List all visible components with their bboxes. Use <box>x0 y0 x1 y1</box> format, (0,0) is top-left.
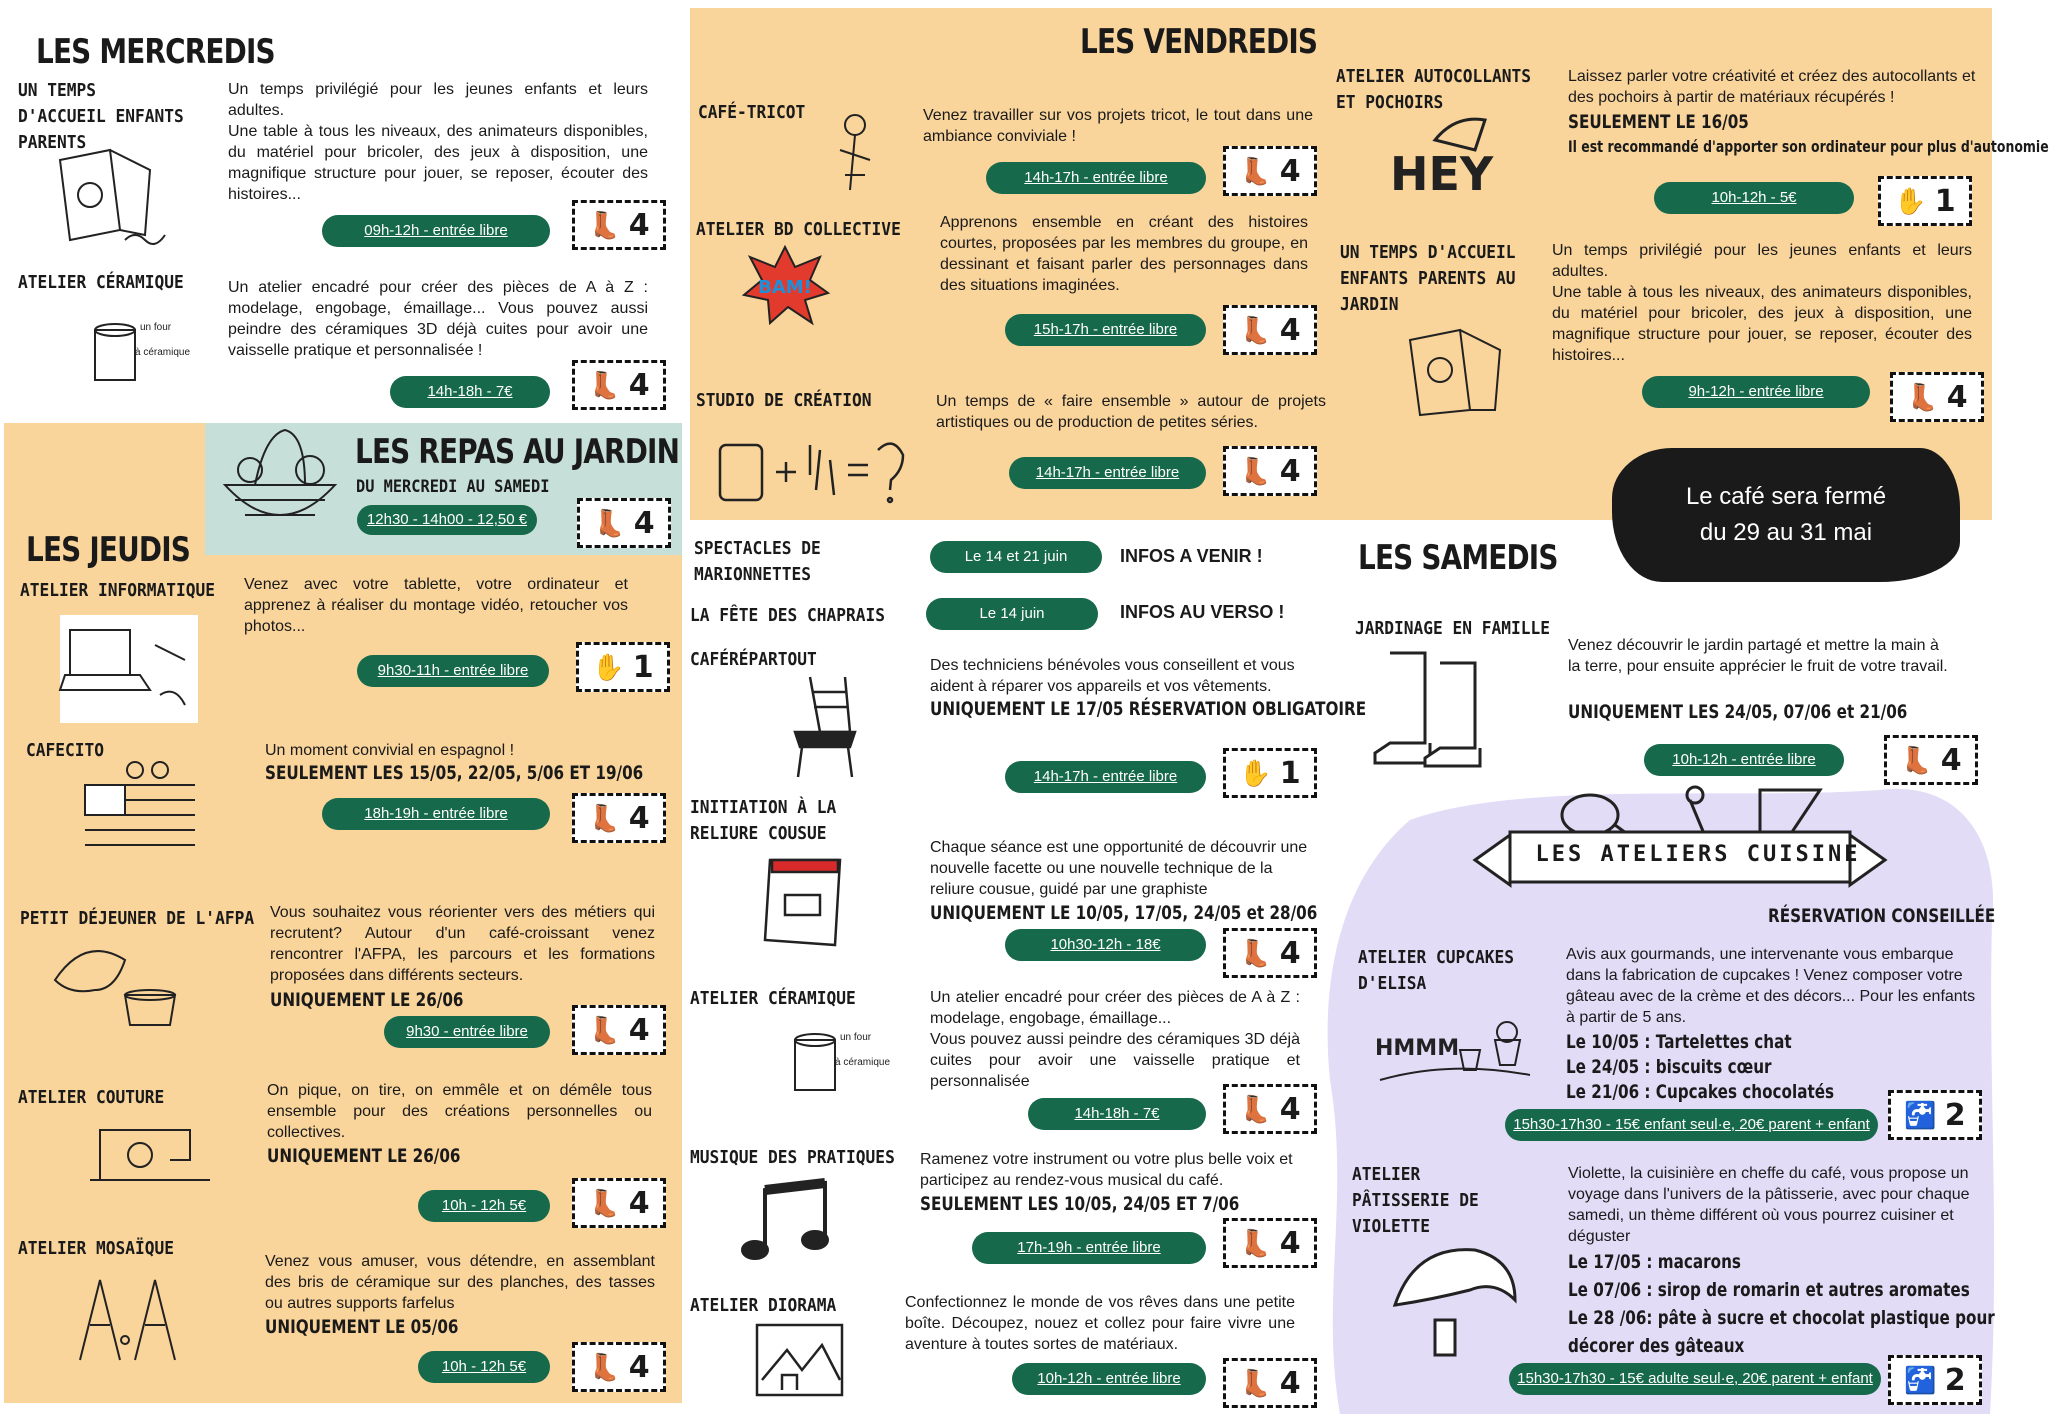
badge-repas: 👢 4 <box>577 498 671 548</box>
time-pill-diorama[interactable]: 10h-12h - entrée libre <box>1012 1363 1206 1395</box>
activity-cafecito-desc: Un moment convivial en espagnol ! <box>265 742 515 759</box>
activity-informatique-desc: Venez avec votre tablette, votre ordinateur et apprenez à réaliser du montage vidéo, retoucher vos photos... <box>244 576 628 635</box>
badge-musique: 👢 4 <box>1223 1218 1317 1268</box>
boots-icon: 👢 <box>588 210 621 240</box>
closed-notice <box>1612 448 1960 582</box>
activity-studio-name: STUDIO DE CRÉATION <box>696 390 872 411</box>
badge-repartout: ✋ 1 <box>1223 748 1317 798</box>
activity-afpa-note: UNIQUEMENT LE 26/06 <box>270 989 464 1011</box>
croissant-illustration <box>1385 1230 1525 1360</box>
activity-patisserie-name: ATELIER PÂTISSERIE DE VIOLETTE <box>1352 1164 1479 1237</box>
boots-icon: 👢 <box>588 370 621 400</box>
activity-accueil-jardin-desc: Un temps privilégié pour les jeunes enfants et leurs adultes. Une table à tous les niveaux, des animateurs disponibles, du matériel pour bricoler, des jeux à disposition, une magnifique structure pour jouer, se reposer, écouter des histoires... <box>1552 242 1972 364</box>
ceramic-oven-illustration <box>780 1015 890 1110</box>
cupcakes-date-1: Le 10/05 : Tartelettes chat <box>1566 1031 1792 1053</box>
activity-studio-desc: Un temps de « faire ensemble » autour de projets artistiques ou de production de petites séries. <box>936 393 1326 431</box>
time-pill-ceramique-2[interactable]: 14h-18h - 7€ <box>1028 1098 1206 1130</box>
chair-illustration <box>790 672 860 782</box>
ceramic-illustration <box>80 300 190 410</box>
event-musique-name: MUSIQUE DES PRATIQUES <box>690 1147 895 1168</box>
activity-autocollants-note2: Il est recommandé d'apporter son ordinateur pour plus d'autonomie <box>1568 137 2049 156</box>
activity-informatique-name: ATELIER INFORMATIQUE <box>20 580 216 601</box>
mosaic-illustration <box>65 1270 185 1370</box>
activity-ceramique-name: ATELIER CÉRAMIQUE <box>18 272 184 293</box>
time-pill-mosaique[interactable]: 10h - 12h 5€ <box>418 1351 550 1383</box>
activity-accueil-desc: Un temps privilégié pour les jeunes enfants et leurs adultes. Une table à tous les niveaux, des animateurs disponibles, du matériel pour bricoler, des jeux à disposition, une magnifique structure pour jouer, se reposer, écouter des histoires... <box>228 81 648 203</box>
svg-text:à céramique: à céramique <box>135 347 191 358</box>
activity-accueil-name: UN TEMPS D'ACCUEIL ENFANTS PARENTS <box>18 80 184 153</box>
activity-cafecito-name: CAFECITO <box>26 740 105 761</box>
basket-illustration <box>215 425 345 545</box>
badge-cafecito: 👢 4 <box>572 793 666 843</box>
activity-couture-name: ATELIER COUTURE <box>18 1087 165 1108</box>
activity-afpa-name: PETIT DÉJEUNER DE L'AFPA <box>20 908 255 929</box>
water-tap-icon: 🚰 <box>1904 1365 1937 1395</box>
badge-cupcakes: 🚰 2 <box>1888 1090 1982 1140</box>
croissant-coffee-illustration <box>45 930 185 1030</box>
event-ceramique-name: ATELIER CÉRAMIQUE <box>690 988 856 1009</box>
badge-reliure: 👢 4 <box>1223 928 1317 978</box>
reservation-note: RÉSERVATION CONSEILLÉE <box>1768 905 1996 927</box>
time-pill-autocollants[interactable]: 10h-12h - 5€ <box>1654 182 1854 214</box>
time-pill-studio[interactable]: 14h-17h - entrée libre <box>1009 457 1206 489</box>
activity-mosaique-desc: Venez vous amuser, vous détendre, en assemblant des bris de céramique sur des planches, des tasses ou autres supports farfelus <box>265 1253 655 1312</box>
sewing-machine-illustration <box>80 1110 220 1190</box>
music-notes-illustration <box>740 1175 840 1265</box>
title-repas: LES REPAS AU JARDIN <box>355 432 680 472</box>
event-musique-note: SEULEMENT LES 10/05, 24/05 ET 7/06 <box>920 1193 1240 1215</box>
boots-icon: 👢 <box>1239 156 1272 186</box>
badge-autocollants: ✋ 1 <box>1878 176 1972 226</box>
svg-text:un four: un four <box>140 322 172 333</box>
boots-icon: 👢 <box>1239 1368 1272 1398</box>
computer-illustration <box>60 615 200 725</box>
badge-tricot: 👢 4 <box>1223 146 1317 196</box>
time-pill-bd[interactable]: 15h-17h - entrée libre <box>1005 314 1206 346</box>
activity-tricot-name: CAFÉ-TRICOT <box>698 102 806 123</box>
badge-patisserie: 🚰 2 <box>1888 1355 1982 1405</box>
badge-couture: 👢 4 <box>572 1178 666 1228</box>
event-repartout-desc: Des techniciens bénévoles vous conseillent et vous aident à réparer vos appareils et vos vêtements. <box>930 657 1295 695</box>
title-jeudis: LES JEUDIS <box>26 530 191 570</box>
svg-text:un four: un four <box>840 1032 872 1043</box>
badge-ceramique-2: 👢 4 <box>1223 1084 1317 1134</box>
event-marionnettes-name: SPECTACLES DE MARIONNETTES <box>694 538 821 585</box>
activity-jardinage-desc: Venez découvrir le jardin partagé et mettre la main à la terre, pour ensuite apprécier le fruit de votre travail. <box>1568 637 1948 675</box>
patisserie-date-3: Le 28 /06: pâte à sucre et chocolat plastique pour <box>1568 1307 1995 1329</box>
title-samedis: LES SAMEDIS <box>1358 538 1558 578</box>
hand-icon: ✋ <box>1894 186 1927 216</box>
event-marionnettes-info: INFOS A VENIR ! <box>1120 546 1263 566</box>
event-diorama-name: ATELIER DIORAMA <box>690 1295 837 1316</box>
time-pill-ceramique[interactable]: 14h-18h - 7€ <box>390 376 550 408</box>
notebook-illustration <box>760 850 850 950</box>
patisserie-date-4: décorer des gâteaux <box>1568 1335 1745 1357</box>
event-musique-desc: Ramenez votre instrument ou votre plus belle voix et participez au rendez-vous musical du café. <box>920 1151 1293 1189</box>
badge-afpa: 👢 4 <box>572 1005 666 1055</box>
boots-icon: 👢 <box>1239 1094 1272 1124</box>
storybook-illustration <box>50 140 160 250</box>
hey-text: HEY <box>1390 147 1494 201</box>
badge-informatique: ✋ 1 <box>576 642 670 692</box>
activity-afpa-desc: Vous souhaitez vous réorienter vers des métiers qui recrutent? Autour d'un café-croissant venez rencontrer l'AFPA, les parcours et les formations proposées dans différents secteurs. <box>270 904 655 984</box>
cupcakes-date-3: Le 21/06 : Cupcakes chocolatés <box>1566 1081 1835 1103</box>
knitting-illustration <box>825 105 885 195</box>
storybook-garden-illustration <box>1400 320 1510 420</box>
activity-couture-desc: On pique, on tire, on emmêle et on démêle tous ensemble pour des créations personnelles ou collectives. <box>267 1082 652 1141</box>
badge-studio: 👢 4 <box>1223 446 1317 496</box>
event-reliure-note: UNIQUEMENT LE 10/05, 17/05, 24/05 et 28/06 <box>930 902 1318 924</box>
activity-jardinage-note: UNIQUEMENT LES 24/05, 07/06 et 21/06 <box>1568 701 1908 723</box>
boots-icon: 👢 <box>1239 315 1272 345</box>
badge-accueil: 👢 4 <box>572 200 666 250</box>
repas-subtitle: DU MERCREDI AU SAMEDI <box>356 477 550 497</box>
time-pill-patisserie[interactable]: 15h30-17h30 - 15€ adulte seul·e, 20€ parent + enfant <box>1509 1363 1881 1395</box>
boots-icon: 👢 <box>1906 382 1939 412</box>
activity-jardinage-name: JARDINAGE EN FAMILLE <box>1355 618 1551 639</box>
closed-line-1: Le café sera fermé <box>1685 483 1887 510</box>
activity-patisserie-desc: Violette, la cuisinière en cheffe du café, vous propose un voyage dans l'univers de la pâtisserie, avec pour chaque samedi, un thème différent où vous pourrez cuisiner et déguster <box>1568 1165 1970 1245</box>
cupcakes-illustration <box>1370 1010 1540 1105</box>
title-vendredis: LES VENDREDIS <box>1080 22 1318 62</box>
activity-cupcakes-name: ATELIER CUPCAKES D'ELISA <box>1358 947 1515 994</box>
boots-icon: 👢 <box>588 1015 621 1045</box>
activity-ceramique-desc: Un atelier encadré pour créer des pièces de A à Z : modelage, engobage, émaillage... Vous pouvez aussi peindre des céramiques 3D déjà cuites pour avoir une vaisselle pratique et personnalisée ! <box>228 279 648 359</box>
patisserie-date-1: Le 17/05 : macarons <box>1568 1251 1741 1273</box>
flag-cups-illustration <box>75 755 215 855</box>
badge-jardinage: 👢 4 <box>1884 735 1978 785</box>
activity-autocollants-desc: Laissez parler votre créativité et créez des autocollants et des pochoirs à partir de matériaux récupérés ! <box>1568 68 1976 106</box>
badge-bd: 👢 4 <box>1223 305 1317 355</box>
activity-mosaique-name: ATELIER MOSAÏQUE <box>18 1238 175 1259</box>
time-pill-tricot[interactable]: 14h-17h - entrée libre <box>986 162 1206 194</box>
hand-icon: ✋ <box>592 652 625 682</box>
svg-text:à céramique: à céramique <box>835 1057 891 1068</box>
hmmm-text: HMMM <box>1375 1036 1460 1061</box>
date-pill-fete[interactable]: Le 14 juin <box>926 598 1098 630</box>
time-pill-musique[interactable]: 17h-19h - entrée libre <box>972 1232 1206 1264</box>
time-pill-jardinage[interactable]: 10h-12h - entrée libre <box>1644 744 1844 776</box>
activity-cupcakes-desc: Avis aux gourmands, une intervenante vous embarque dans la fabrication de cupcakes ! Venez composer votre gâteau avec de la crème et des décors... Pour les enfants à partir de 5 ans. <box>1566 946 1976 1026</box>
boots-icon: 👢 <box>588 1188 621 1218</box>
time-pill-reliure[interactable]: 10h30-12h - 18€ <box>1005 929 1206 961</box>
time-pill-couture[interactable]: 10h - 12h 5€ <box>418 1190 550 1222</box>
hand-icon: ✋ <box>1239 758 1272 788</box>
activity-cafecito-note: SEULEMENT LES 15/05, 22/05, 5/06 ET 19/06 <box>265 762 644 784</box>
event-diorama-desc: Confectionnez le monde de vos rêves dans une petite boîte. Découpez, nouez et collez pour faire vivre une aventure à toutes sortes de matériaux. <box>905 1294 1295 1353</box>
event-fete-name: LA FÊTE DES CHAPRAIS <box>690 605 886 626</box>
time-pill-accueil[interactable]: 09h-12h - entrée libre <box>322 215 550 247</box>
activity-autocollants-name: ATELIER AUTOCOLLANTS ET POCHOIRS <box>1336 66 1532 113</box>
activity-bd-name: ATELIER BD COLLECTIVE <box>696 219 901 240</box>
activity-autocollants-note: SEULEMENT LE 16/05 <box>1568 111 1749 133</box>
activity-mosaique-note: UNIQUEMENT LE 05/06 <box>265 1316 459 1338</box>
badge-accueil-jardin: 👢 4 <box>1890 372 1984 422</box>
water-tap-icon: 🚰 <box>1904 1100 1937 1130</box>
event-repartout-note: UNIQUEMENT LE 17/05 RÉSERVATION OBLIGATOIRE <box>930 698 1367 720</box>
boots-icon: 👢 <box>1239 938 1272 968</box>
diorama-illustration <box>752 1320 847 1400</box>
cuisine-title: LES ATELIERS CUISINE <box>1535 842 1861 867</box>
event-ceramique-desc: Un atelier encadré pour créer des pièces de A à Z : modelage, engobage, émaillage... Vous pouvez aussi peindre des céramiques 3D déjà cuites pour avoir une vaisselle pratique et personnalisée <box>930 989 1300 1090</box>
activity-couture-note: UNIQUEMENT LE 26/06 <box>267 1145 461 1167</box>
activity-accueil-jardin-name: UN TEMPS D'ACCUEIL ENFANTS PARENTS AU JARDIN <box>1340 242 1516 315</box>
badge-diorama: 👢 4 <box>1223 1358 1317 1408</box>
badge-ceramique: 👢 4 <box>572 360 666 410</box>
activity-tricot-desc: Venez travailler sur vos projets tricot, le tout dans une ambiance conviviale ! <box>923 107 1313 145</box>
event-reliure-name: INITIATION À LA RELIURE COUSUE <box>690 797 837 844</box>
event-repartout-name: CAFÉRÉPARTOUT <box>690 649 817 670</box>
time-pill-informatique[interactable]: 9h30-11h - entrée libre <box>357 655 549 687</box>
bam-text: BAM! <box>758 277 812 298</box>
time-pill-afpa[interactable]: 9h30 - entrée libre <box>384 1016 550 1048</box>
event-fete-info: INFOS AU VERSO ! <box>1120 602 1285 622</box>
boots-icon: 👢 <box>1900 745 1933 775</box>
cupcakes-date-2: Le 24/05 : biscuits cœur <box>1566 1056 1772 1078</box>
bam-illustration <box>740 245 830 325</box>
hey-stencil-illustration <box>1385 110 1525 200</box>
boots-icon: 👢 <box>1239 1228 1272 1258</box>
date-pill-marionnettes[interactable]: Le 14 et 21 juin <box>930 541 1102 573</box>
time-pill-repas[interactable]: 12h30 - 14h00 - 12,50 € <box>357 505 537 535</box>
time-pill-cupcakes[interactable]: 15h30-17h30 - 15€ enfant seul·e, 20€ parent + enfant <box>1505 1109 1878 1141</box>
title-mercredis: LES MERCREDIS <box>36 32 275 72</box>
time-pill-repartout[interactable]: 14h-17h - entrée libre <box>1005 761 1206 793</box>
time-pill-cafecito[interactable]: 18h-19h - entrée libre <box>322 798 550 830</box>
activity-bd-desc: Apprenons ensemble en créant des histoires courtes, proposées par les membres du groupe, en dessinant et faisant parler des personnages dans des situations imaginées. <box>940 214 1308 294</box>
badge-mosaique: 👢 4 <box>572 1342 666 1392</box>
closed-line-2: du 29 au 31 mai <box>1699 519 1873 546</box>
boots-icon: 👢 <box>588 1352 621 1382</box>
rain-boots-illustration <box>1370 648 1500 768</box>
patisserie-date-2: Le 07/06 : sirop de romarin et autres aromates <box>1568 1279 1970 1301</box>
time-pill-accueil-jardin[interactable]: 9h-12h - entrée libre <box>1642 376 1870 408</box>
event-reliure-desc: Chaque séance est une opportunité de découvrir une nouvelle facette ou une nouvelle technique de la reliure cousue, guidé par une graphiste <box>930 839 1308 898</box>
boots-icon: 👢 <box>593 508 626 538</box>
studio-equation-illustration <box>718 430 908 505</box>
boots-icon: 👢 <box>588 803 621 833</box>
boots-icon: 👢 <box>1239 456 1272 486</box>
